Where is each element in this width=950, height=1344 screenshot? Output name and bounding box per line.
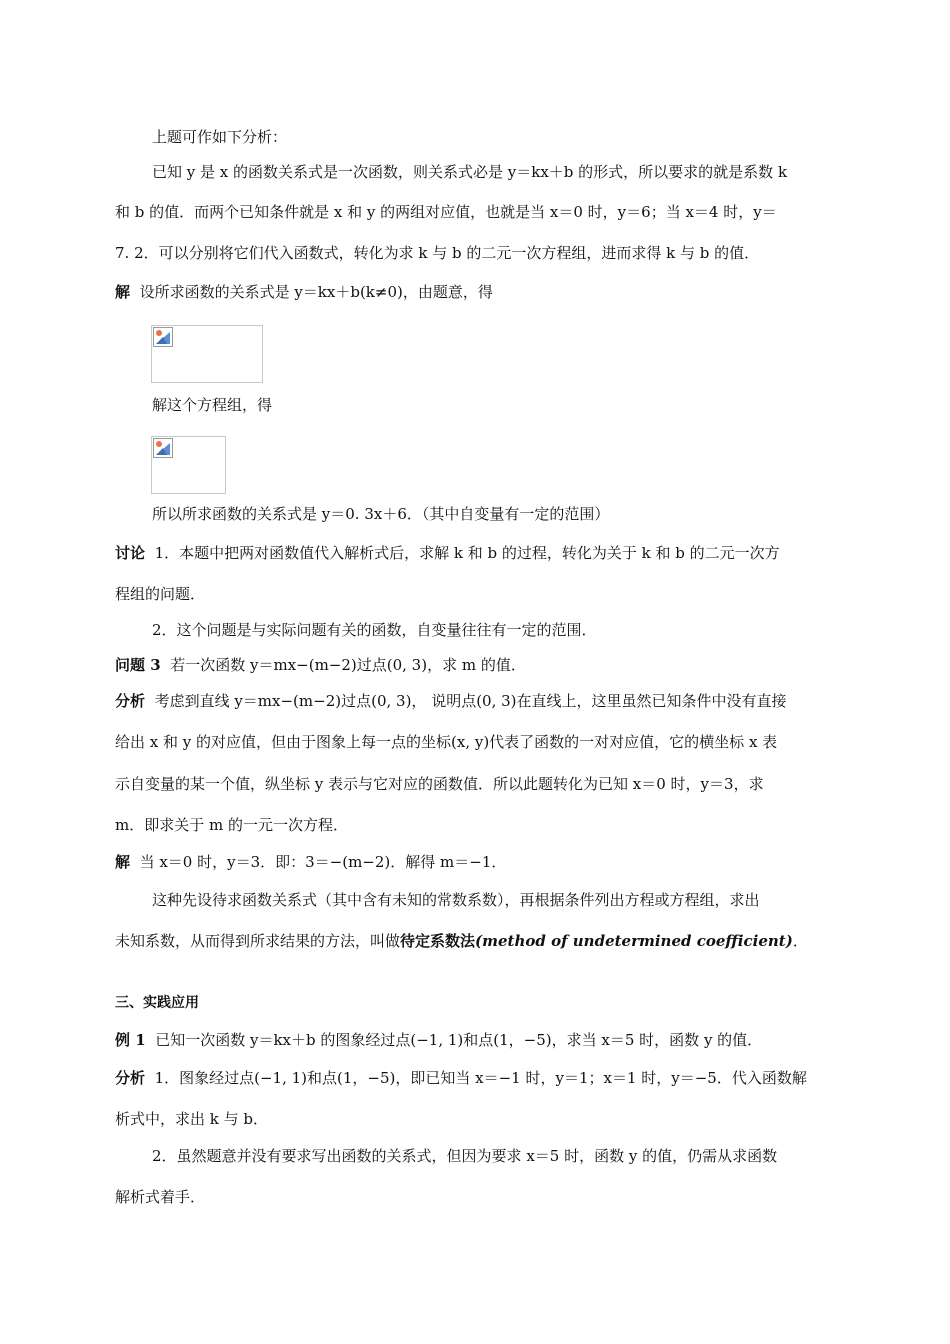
discussion-line	[115, 542, 780, 564]
text-line: 2．这个问题是与实际问题有关的函数，自变量往往有一定的范围．	[152, 621, 597, 639]
broken-image-icon	[153, 327, 173, 347]
text-line: 这种先设待求函数关系式（其中含有未知的常数系数），再根据条件列出方程或方程组，求出	[152, 891, 760, 909]
text-line: 已知 y 是 x 的函数关系式是一次函数，则关系式必是 y＝kx＋b 的形式，所以要求的就是系数 k	[152, 163, 788, 181]
solution-image	[151, 436, 226, 494]
problem-line	[115, 654, 526, 676]
analysis-line	[115, 1067, 807, 1089]
solution-label: 解	[115, 283, 131, 301]
text-line: 上题可作如下分析：	[152, 128, 288, 146]
text-span: ．	[792, 932, 808, 950]
term-english: (method of undetermined coefficient)	[475, 932, 793, 950]
text-line: 析式中，求出 k 与 b．	[115, 1110, 268, 1128]
example-line	[115, 1029, 762, 1051]
text-span: 当 x＝0 时，y＝3．即：3＝−(m−2)．解得 m＝−1．	[139, 853, 507, 871]
solution-line	[115, 281, 493, 303]
text-line: m．即求关于 m 的一元一次方程．	[115, 816, 348, 834]
text-span: 若一次函数 y＝mx−(m−2)过点(0, 3)，求 m 的值．	[170, 656, 526, 674]
text-line: 解析式着手．	[115, 1188, 206, 1206]
term-bold: 待定系数法	[400, 932, 476, 950]
text-line: 所以所求函数的关系式是 y＝0. 3x＋6．（其中自变量有一定的范围）	[152, 505, 610, 523]
text-span: 已知一次函数 y＝kx＋b 的图象经过点(−1, 1)和点(1，−5)，求当 x＝5 时，函数 y 的值．	[155, 1031, 763, 1049]
text-span: 未知系数，从而得到所求结果的方法，叫做	[115, 932, 401, 950]
text-line: 解这个方程组，得	[152, 396, 273, 414]
solution-label: 解	[115, 853, 131, 871]
analysis-label: 分析	[115, 692, 146, 710]
text-span: 1．本题中把两对函数值代入解析式后，求解 k 和 b 的过程，转化为关于 k 和 b 的二元一次方	[154, 544, 780, 562]
text-span: 1．图象经过点(−1, 1)和点(1，−5)，即已知当 x＝−1 时，y＝1；x＝1 时，y＝−5．代入函数解	[154, 1069, 807, 1087]
definition-line	[115, 930, 808, 952]
equation-system-image	[151, 325, 263, 383]
discussion-label: 讨论	[115, 544, 146, 562]
solution-line	[115, 851, 506, 873]
text-line: 和 b 的值．而两个已知条件就是 x 和 y 的两组对应值，也就是当 x＝0 时，y＝6；当 x＝4 时，y＝	[115, 203, 777, 221]
text-line: 程组的问题．	[115, 585, 206, 603]
example-label: 例 1	[115, 1031, 146, 1049]
text-span: 设所求函数的关系式是 y＝kx＋b(k≠0)，由题意，得	[139, 283, 493, 301]
section-heading: 三、实践应用	[115, 995, 199, 1011]
text-line: 2．虽然题意并没有要求写出函数的关系式，但因为要求 x＝5 时，函数 y 的值，仍需从求函数	[152, 1147, 778, 1165]
broken-image-icon	[153, 438, 173, 458]
problem-label: 问题 3	[115, 656, 161, 674]
text-line: 给出 x 和 y 的对应值，但由于图象上每一点的坐标(x, y)代表了函数的一对对应值，它的横坐标 x 表	[115, 733, 778, 751]
text-line: 示自变量的某一个值，纵坐标 y 表示与它对应的函数值．所以此题转化为已知 x＝0 时，y＝3，求	[115, 775, 764, 793]
analysis-line	[115, 690, 787, 712]
analysis-label: 分析	[115, 1069, 146, 1087]
text-line: 7. 2．可以分别将它们代入函数式，转化为求 k 与 b 的二元一次方程组，进而求得 k 与 b 的值．	[115, 244, 760, 262]
text-span: 考虑到直线 y＝mx−(m−2)过点(0, 3)， 说明点(0, 3)在直线上，这里虽然已知条件中没有直接	[154, 692, 787, 710]
